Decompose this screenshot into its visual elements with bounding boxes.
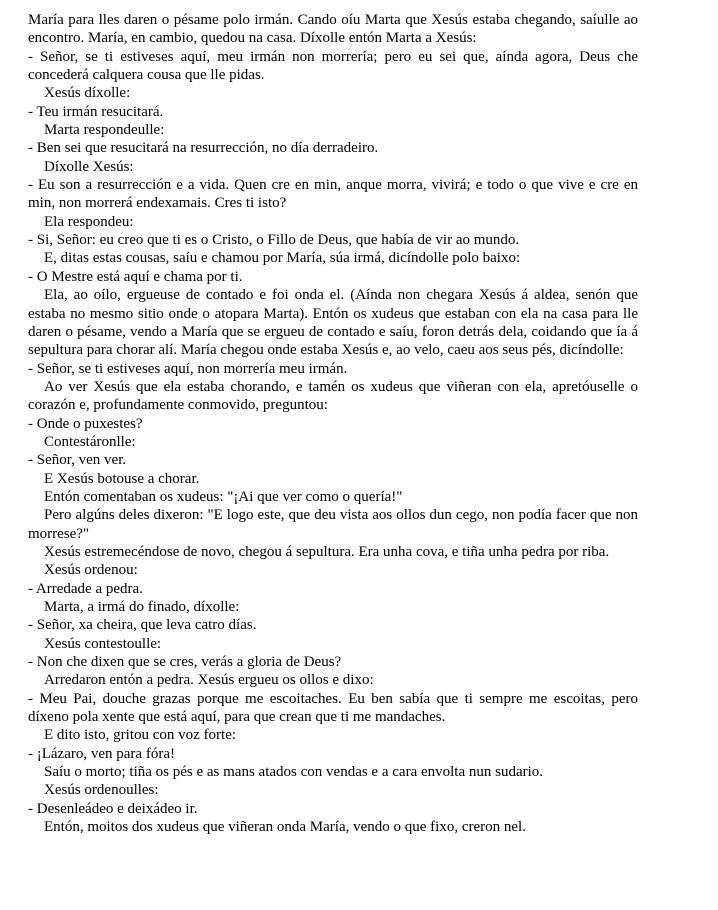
paragraph: Xesús estremecéndose de novo, chegou á sepultura. Era unha cova, e tiña unha pedra por riba. [44,543,610,560]
paragraph: Xesús díxolle: [44,85,131,102]
paragraph: E Xesús botouse a chorar. [44,470,200,487]
document-body [28,11,638,836]
paragraph: María para lles daren o pésame polo irmán. Cando oíu Marta que Xesús estaba chegando, saíulle ao encontro. María, en cambio, quedou na casa. Díxolle entón Marta a Xesús: [28,12,638,47]
paragraph: Xesús ordenoulles: [44,782,159,799]
paragraph: - Señor, se ti estiveses aquí, non morrería meu irmán. [28,360,348,377]
paragraph: - Desenleádeo e deixádeo ir. [28,800,198,817]
paragraph: Entón, moitos dos xudeus que viñeran onda María, vendo o que fixo, creron nel. [44,819,526,836]
paragraph: - Ben sei que resucitará na resurrección, no día derradeiro. [28,140,379,157]
paragraph: Díxolle Xesús: [44,158,134,175]
paragraph: E, ditas estas cousas, saíu e chamou por María, súa irmá, dicíndolle polo baixo: [44,250,521,267]
paragraph: Entón comentaban os xudeus: "¡Ai que ver como o quería!" [44,488,403,505]
paragraph: Ela, ao oílo, ergueuse de contado e foi onda el. (Aínda non chegara Xesús á aldea, senón que estaba no mesmo sitio onde o atopara Marta). Entón os xudeus que estaban con ela na casa para lle daren o pésame, vendo a María que se ergueu de contado e saíu, foron detrás dela, coidando que ía á sepultura para chorar alí. María chegou onde estaba Xesús e, ao velo, caeu aos seus pés, dicíndolle: [28,287,638,359]
paragraph: Ao ver Xesús que ela estaba chorando, e tamén os xudeus que viñeran con ela, apretóuselle o corazón e, profundamente conmovido, preguntou: [28,378,638,414]
paragraph: - Señor, se ti estiveses aquí, meu irmán non morrería; pero eu sei que, aínda agora, Deus che concederá calquera cousa que lle pidas. [28,48,638,84]
paragraph: Contestáronlle: [44,433,136,450]
paragraph: Xesús contestoulle: [44,635,162,652]
paragraph: Ela respondeu: [44,213,134,230]
paragraph: - Meu Pai, douche grazas porque me escoitaches. Eu ben sabía que ti sempre me escoitas, pero díxeno pola xente que está aquí, para que crean que ti me mandaches. [28,690,638,726]
paragraph: Xesús ordenou: [44,562,138,579]
paragraph: Marta, a irmá do finado, díxolle: [44,599,240,615]
paragraph: Saíu o morto; tiña os pés e as mans atados con vendas e a cara envolta nun sudario. [44,764,544,781]
paragraph: - Eu son a resurrección e a vida. Quen cre en min, anque morra, vivirá; e todo o que vive e cre en min, non morrerá endexamais. Cres ti isto? [28,177,638,212]
paragraph: - Señor, ven ver. [28,452,127,469]
paragraph: Pero algúns deles dixeron: "E logo este, que deu vista aos ollos dun cego, non podía facer que non morrese?" [28,507,638,542]
paragraph: - Teu irmán resucitará. [28,103,164,120]
paragraph: Arredaron entón a pedra. Xesús ergueu os ollos e dixo: [44,672,374,689]
paragraph: - Señor, xa cheira, que leva catro días. [28,617,257,634]
paragraph: - Si, Señor: eu creo que ti es o Cristo, o Fillo de Deus, que había de vir ao mundo. [28,232,520,249]
paragraph: - Onde o puxestes? [28,415,143,432]
paragraph: - O Mestre está aquí e chama por ti. [28,268,243,285]
paragraph: - Arredade a pedra. [28,580,143,597]
paragraph: - Non che dixen que se cres, verás a gloria de Deus? [28,654,342,671]
paragraph: Marta respondeulle: [44,122,165,139]
paragraph: E dito isto, gritou con voz forte: [44,727,237,744]
paragraph: - ¡Lázaro, ven para fóra! [28,745,175,762]
